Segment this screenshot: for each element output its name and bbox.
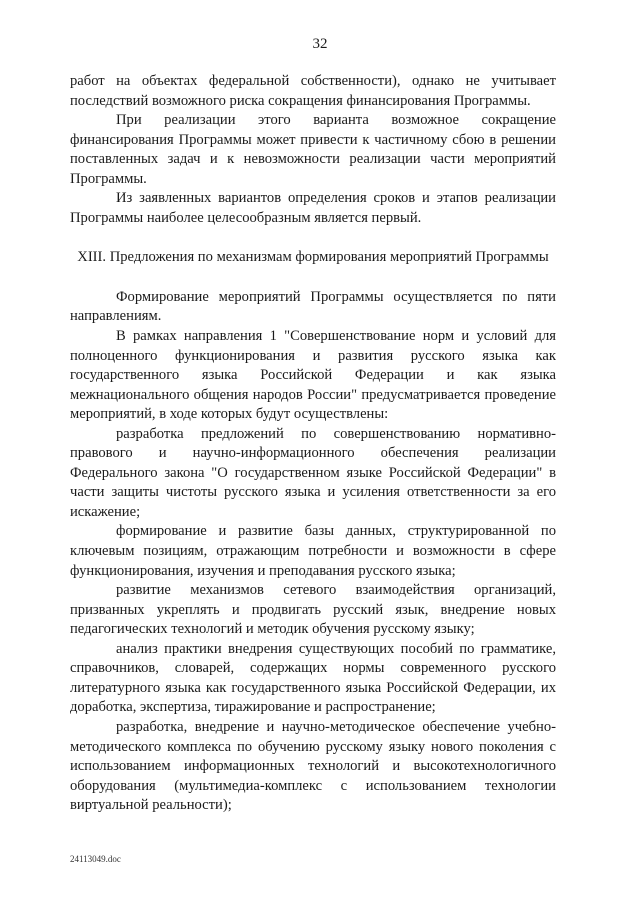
list-item: развитие механизмов сетевого взаимодействия организаций, призванных укреплять и продвигать русский язык, внедрение новых педагогических технологий и методик обучения русскому языку; [70,582,556,638]
document-body [70,72,556,816]
paragraph: Из заявленных вариантов определения сроков и этапов реализации Программы наиболее целесообразным является первый. [70,190,556,226]
page-number: 32 [312,36,328,52]
footer-filename: 24113049.doc [70,854,121,864]
paragraph: работ на объектах федеральной собственности), однако не учитывает последствий возможного риска сокращения финансирования Программы. [70,73,556,109]
list-item: формирование и развитие базы данных, структурированной по ключевым позициям, отражающим потребности и возможности в сфере функционирования, изучения и преподавания русского языка; [70,523,556,579]
list-item: разработка предложений по совершенствованию нормативно-правового и научно-информационного обеспечения реализации Федерального закона "О государственном языке Российской Федерации" в части защиты чистоты русского языка и усиления ответственности за его искажение; [70,425,556,520]
section-heading: XIII. Предложения по механизмам формирования мероприятий Программы [77,249,549,266]
list-item: анализ практики внедрения существующих пособий по грамматике, справочников, словарей, содержащих нормы современного русского литературного языка как государственного языка Российской Федерации, их доработка, экспертиза, тиражирование и распространение; [70,640,556,716]
paragraph: При реализации этого варианта возможное сокращение финансирования Программы может привести к частичному сбою в решении поставленных задач и к невозможности реализации части мероприятий Программы. [70,112,556,187]
list-item: разработка, внедрение и научно-методическое обеспечение учебно-методического комплекса по обучению русскому языку нового поколения с использованием информационных технологий и высокотехнологичного оборудования (мультимедиа-комплекс с использованием технологии виртуальной реальности); [70,718,556,814]
paragraph: В рамках направления 1 "Совершенствование норм и условий для полноценного функционирования и развития русского языка как государственного языка Российской Федерации и как языка межнационального общения народов России" предусматривается проведение мероприятий, в ходе которых будут осуществлены: [70,328,556,423]
paragraph: Формирование мероприятий Программы осуществляется по пяти направлениям. [70,288,556,325]
